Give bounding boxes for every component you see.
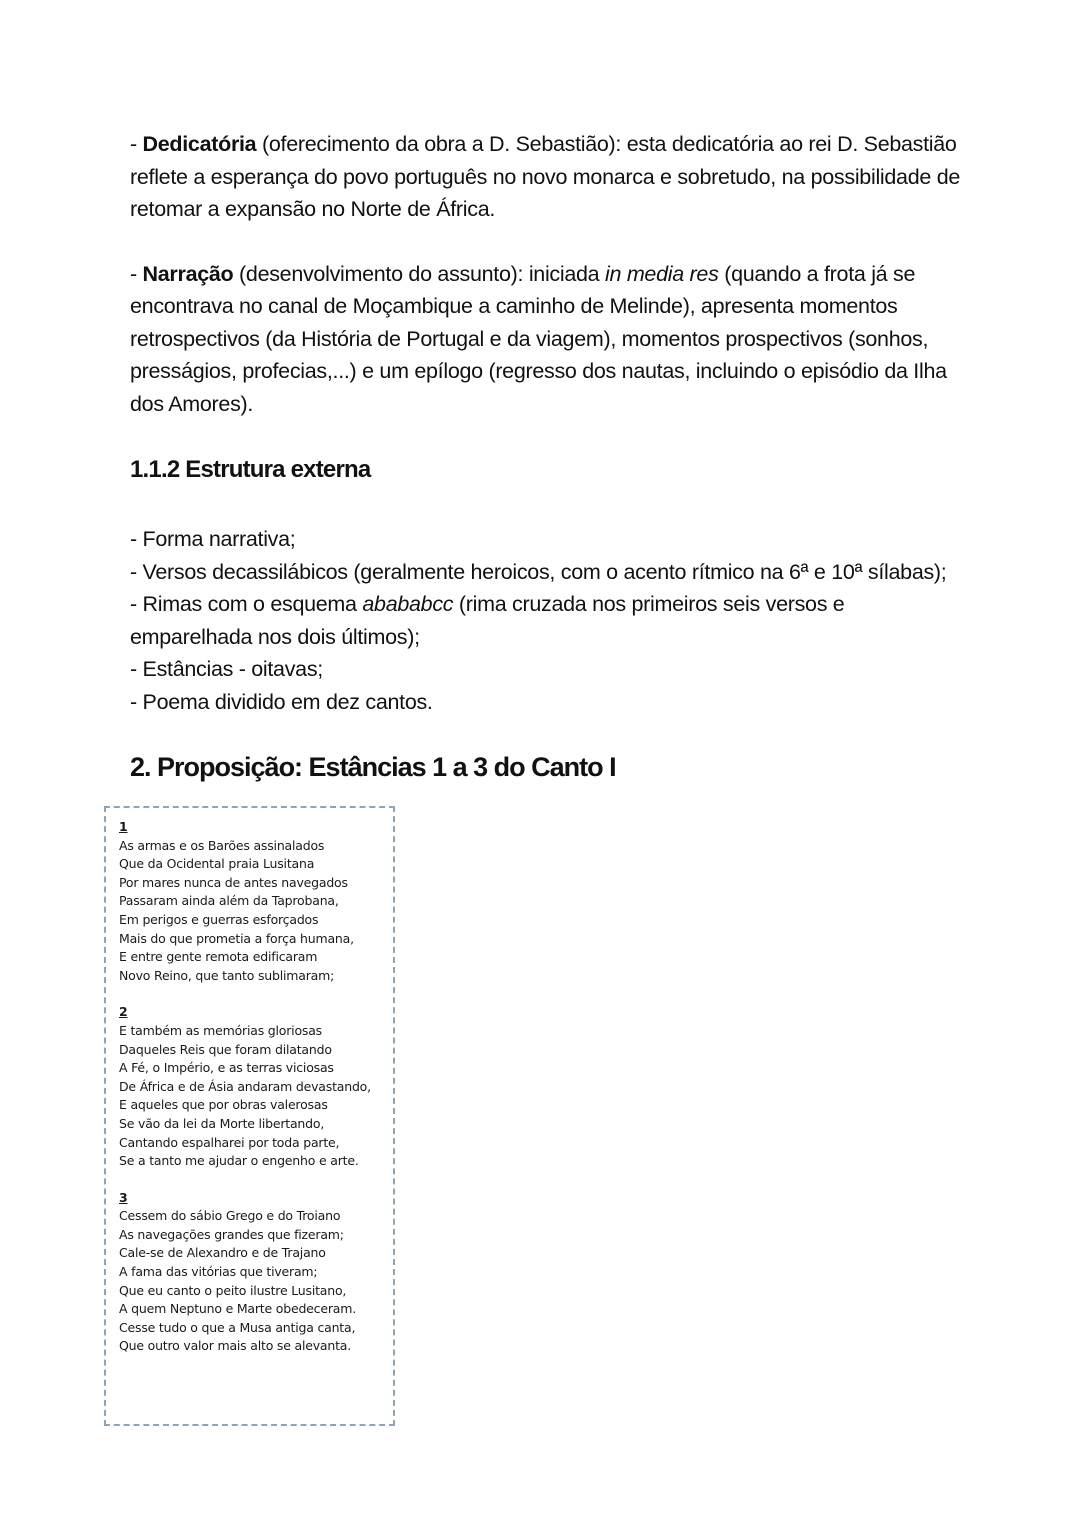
verse-line: Se a tanto me ajudar o engenho e arte. (119, 1153, 359, 1169)
dedicatoria-text: (oferecimento da obra a D. Sebastião): esta dedicatória ao rei D. Sebastião reflete a esperança do povo português no novo monarca e sobretudo, na possibilidade de retomar a expansão no Norte de África. (130, 132, 961, 221)
narracao-italic: in media res (605, 261, 719, 286)
stanza (119, 1003, 371, 1170)
list-item-text: - Rimas com o esquema (130, 592, 363, 616)
verse-line: Que outro valor mais alto se alevanta. (119, 1338, 352, 1354)
verse-line: As navegações grandes que fizeram; (119, 1226, 344, 1242)
verse-line: Passaram ainda além da Taprobana, (119, 893, 339, 909)
narracao-text-1: (desenvolvimento do assunto): iniciada (233, 261, 606, 286)
verse-line: E aqueles que por obras valerosas (119, 1097, 328, 1113)
stanza-number: 1 (119, 819, 128, 834)
verse-line: Se vão da lei da Morte libertando, (119, 1115, 325, 1131)
verse-line: De África e de Ásia andaram devastando, (119, 1078, 371, 1094)
verse-line: Daqueles Reis que foram dilatando (119, 1041, 332, 1057)
list-item: - Forma narrativa; (130, 527, 296, 551)
stanza (119, 1189, 371, 1356)
body-text (130, 128, 960, 420)
stanza (119, 818, 371, 985)
verse-line: A Fé, o Império, e as terras viciosas (119, 1060, 334, 1076)
narracao-text-2: (quando a frota já se encontrava no canal de Moçambique a caminho de Melinde), apresenta momentos retrospectivos (da História de Portugal e da viagem), momentos prospectivos (sonhos, presságios, profecias,...) e um epílogo (regresso dos nautas, incluindo o episódio da Ilha dos Amores). (130, 261, 947, 416)
estrutura-list (130, 523, 960, 718)
poem-excerpt-box (104, 806, 395, 1426)
list-item: - Estâncias - oitavas; (130, 657, 323, 681)
term-dedicatoria: Dedicatória (142, 132, 257, 156)
verse-line: Em perigos e guerras esforçados (119, 911, 319, 927)
stanza-number: 2 (119, 1004, 128, 1020)
section-heading-proposicao: 2. Proposição: Estâncias 1 a 3 do Canto I (130, 752, 616, 782)
rhyme-scheme: abababcc (362, 592, 454, 616)
verse-line: E entre gente remota edificaram (119, 949, 318, 965)
verse-line: Cale-se de Alexandro e de Trajano (119, 1245, 326, 1261)
list-item: - Versos decassilábicos (geralmente heroicos, com o acento rítmico na 6ª e 10ª sílabas); (130, 559, 947, 584)
verse-line: Mais do que prometia a força humana, (119, 930, 354, 946)
verse-line: Novo Reino, que tanto sublimaram; (119, 967, 335, 983)
list-item-text: (rima cruzada nos primeiros seis versos e emparelhada nos dois últimos); (130, 592, 845, 649)
verse-line: A fama das vitórias que tiveram; (119, 1264, 318, 1280)
paragraph-narracao: - Narração (desenvolvimento do assunto): iniciada in media res (quando a frota já se encontrava no canal de Moçambique a caminho de Melinde), apresenta momentos retrospectivos (da História de Portugal e da viagem), momentos prospectivos (sonhos, presságios, profecias,...) e um epílogo (regresso dos nautas, incluindo o episódio da Ilha dos Amores). (130, 261, 947, 416)
list-item: - Poema dividido em dez cantos. (130, 689, 433, 714)
verse-line: As armas e os Barões assinalados (119, 837, 325, 853)
stanza-number: 3 (119, 1189, 128, 1205)
verse-line: Cessem do sábio Grego e do Troiano (119, 1208, 341, 1224)
paragraph-dedicatoria: - Dedicatória (oferecimento da obra a D. Sebastião): esta dedicatória ao rei D. Sebastião reflete a esperança do povo português no novo monarca e sobretudo, na possibilidade de retomar a expansão no Norte de África. (130, 132, 961, 221)
term-narracao: Narração (142, 261, 234, 286)
verse-line: E também as memórias gloriosas (119, 1022, 322, 1038)
verse-line: Cesse tudo o que a Musa antiga canta, (119, 1319, 356, 1335)
verse-line: Que da Ocidental praia Lusitana (119, 856, 315, 872)
verse-line: Por mares nunca de antes navegados (119, 874, 348, 890)
verse-line: Que eu canto o peito ilustre Lusitano, (119, 1282, 347, 1298)
poem-text (119, 818, 371, 1374)
list-item (130, 588, 960, 653)
section-heading-estrutura-externa: 1.1.2 Estrutura externa (130, 456, 371, 483)
verse-line: A quem Neptuno e Marte obedeceram. (119, 1301, 356, 1317)
verse-line: Cantando espalharei por toda parte, (119, 1134, 340, 1150)
